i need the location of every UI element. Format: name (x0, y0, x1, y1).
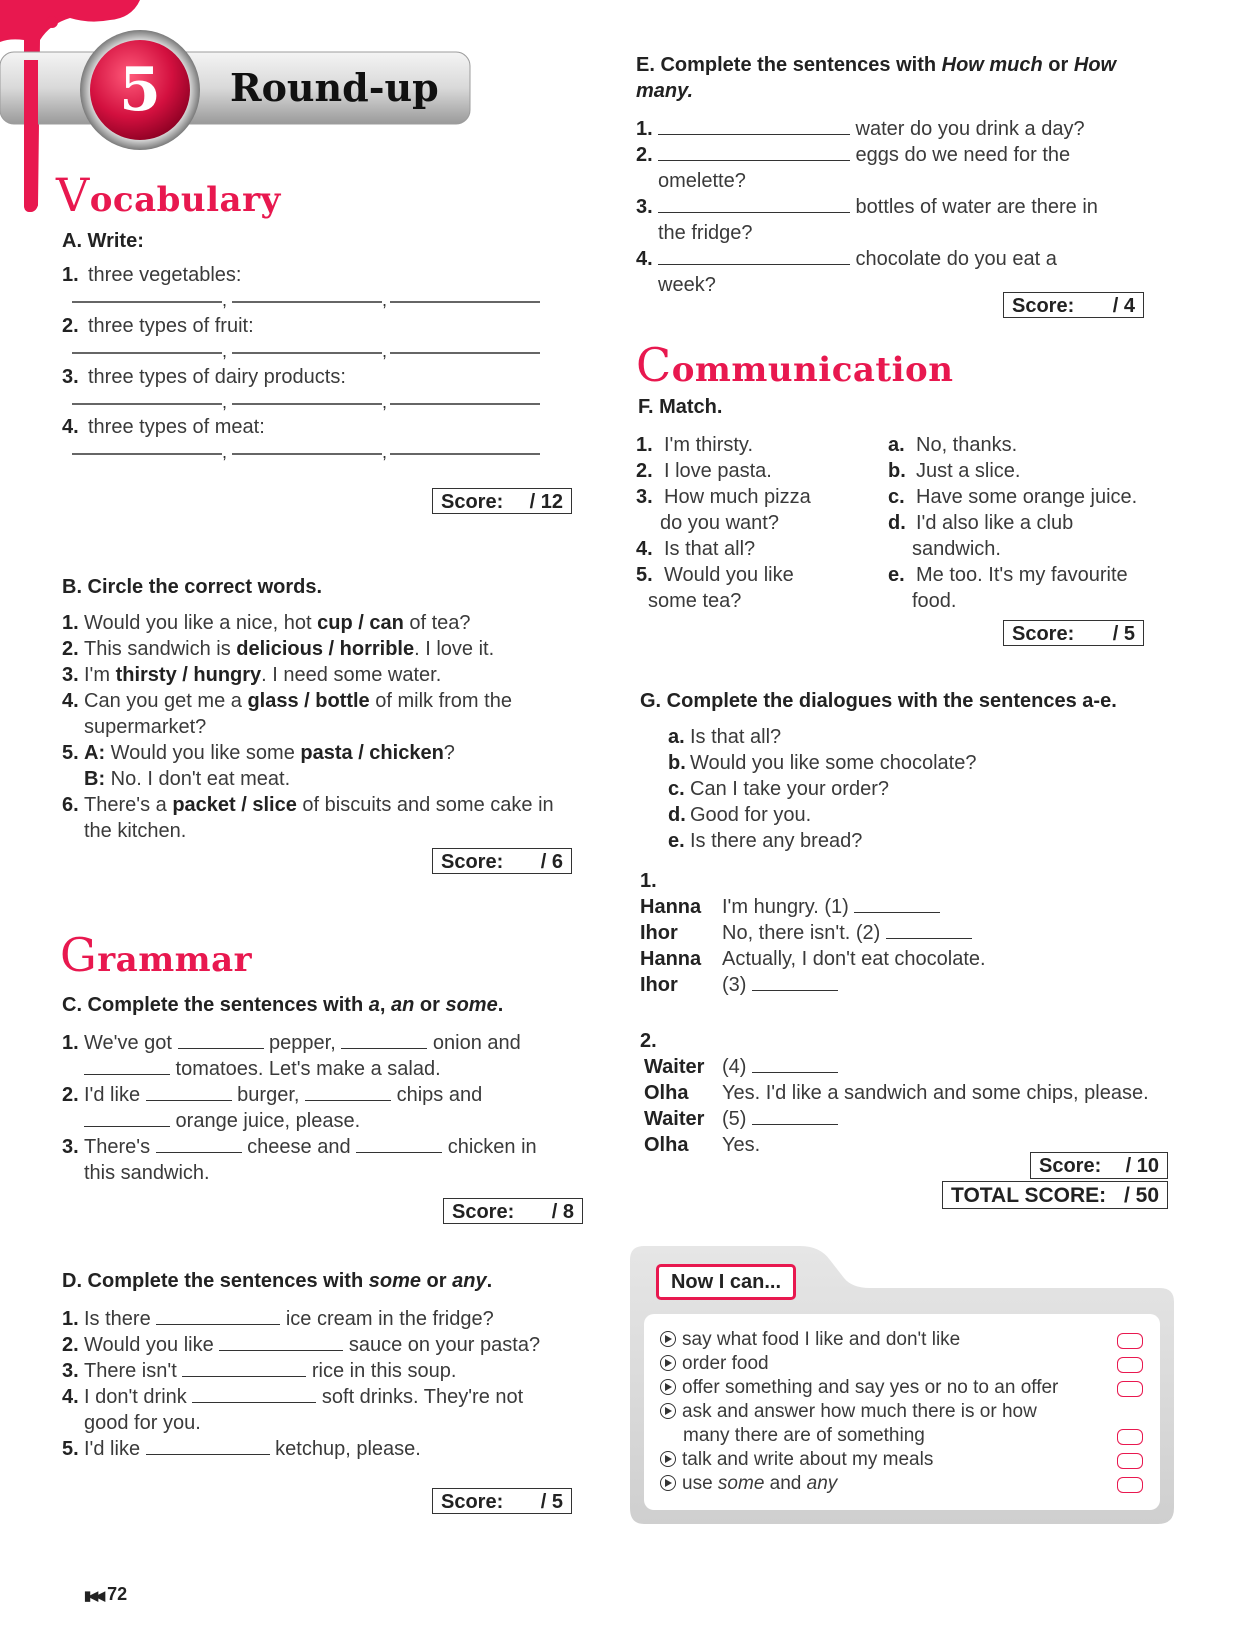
task-d-item-4[interactable]: 4. I don't drink soft drinks. They're not (62, 1386, 524, 1408)
vocabulary-heading: Vocabulary (56, 168, 281, 222)
communication-heading: Communication (636, 338, 954, 392)
can-item-1: say what food I like and don't like (660, 1328, 960, 1352)
task-c-item-2[interactable]: 2. I'd like burger, chips and (62, 1084, 483, 1106)
match-right-column: a. No, thanks. b. Just a slice. c. Have some orange juice. d. I'd also like a club sandwich. e. Me too. It's my favourite food. (888, 434, 1138, 612)
task-c-item-3[interactable]: 3. There's cheese and chicken in (62, 1136, 537, 1158)
score-box-e: Score: / 4 (1003, 292, 1144, 318)
svg-text:,: , (222, 341, 228, 361)
page-title: Round-up (230, 65, 439, 110)
can-checkbox-1[interactable] (1117, 1333, 1143, 1349)
task-b-item-5-reply: B: No. I don't eat meat. (84, 768, 291, 790)
can-item-6: use some and any (660, 1472, 837, 1496)
task-e-item-2[interactable]: 2. eggs do we need for the (636, 144, 1071, 166)
task-e-item-4-cont: week? (658, 274, 716, 296)
can-checkbox-3[interactable] (1117, 1381, 1143, 1397)
score-box-b: Score: / 6 (432, 848, 572, 874)
task-b-title: B. Circle the correct words. (62, 576, 323, 598)
task-e-item-3-cont: the fridge? (658, 222, 753, 244)
svg-text:,: , (222, 442, 228, 462)
vocab-answer-lines[interactable] (60, 290, 560, 470)
svg-text:,: , (382, 442, 388, 462)
can-checkbox-6[interactable] (1117, 1477, 1143, 1493)
task-d-item-2[interactable]: 2. Would you like sauce on your pasta? (62, 1334, 541, 1356)
task-b-item-4[interactable]: 4. Can you get me a glass / bottle of milk from the (62, 690, 512, 712)
task-e-title-cont: many. (636, 80, 694, 102)
can-item-4-cont: many there are of something (683, 1425, 925, 1446)
svg-text:,: , (382, 290, 388, 310)
vocab-item-4: 4. three types of meat: (62, 416, 265, 438)
task-b-item-6-cont: the kitchen. (84, 820, 187, 842)
page-number: ▮◀◀ 72 (84, 1584, 128, 1604)
dialogue-2-number: 2. (640, 1030, 657, 1052)
task-e-item-1[interactable]: 1. water do you drink a day? (636, 118, 1085, 140)
play-bullet-icon (660, 1355, 676, 1371)
task-e-title: E. Complete the sentences with How much or How (636, 54, 1117, 76)
task-c-item-1-cont[interactable]: tomatoes. Let's make a salad. (84, 1056, 441, 1082)
task-d-item-4-cont: good for you. (84, 1412, 201, 1434)
task-g-title: G. Complete the dialogues with the sentences a-e. (640, 690, 1117, 712)
svg-text:,: , (222, 290, 228, 310)
task-b-item-6[interactable]: 6. There's a packet / slice of biscuits and some cake in (62, 794, 554, 816)
can-item-2: order food (660, 1352, 769, 1376)
svg-text:,: , (222, 392, 228, 412)
dialogue-1-number: 1. (640, 870, 657, 892)
play-bullet-icon (660, 1403, 676, 1419)
now-i-can-title: Now I can... (656, 1264, 796, 1300)
play-bullet-icon (660, 1451, 676, 1467)
task-b-item-4-cont: supermarket? (84, 716, 207, 738)
task-g-options: a. Is that all? b. Would you like some chocolate? c. Can I take your order? d. Good for you. e. Is there any bread? (668, 726, 977, 852)
task-b-item-3[interactable]: 3. I'm thirsty / hungry. I need some water. (62, 664, 442, 686)
vocab-item-1: 1. three vegetables: (62, 264, 242, 286)
can-item-5: talk and write about my meals (660, 1448, 933, 1472)
can-checkbox-2[interactable] (1117, 1357, 1143, 1373)
task-d-item-5[interactable]: 5. I'd like ketchup, please. (62, 1438, 421, 1460)
play-bullet-icon (660, 1379, 676, 1395)
task-d-item-1[interactable]: 1. Is there ice cream in the fridge? (62, 1308, 494, 1330)
task-b-item-2[interactable]: 2. This sandwich is delicious / horrible. I love it. (62, 638, 495, 660)
svg-text:,: , (382, 392, 388, 412)
svg-text:,: , (382, 341, 388, 361)
can-item-4: ask and answer how much there is or how (660, 1400, 1037, 1424)
score-box-d: Score: / 5 (432, 1488, 572, 1514)
total-score-box: TOTAL SCORE: / 50 (942, 1181, 1168, 1209)
task-b-item-5[interactable]: 5. A: Would you like some pasta / chicken? (62, 742, 455, 764)
task-e-item-3[interactable]: 3. bottles of water are there in (636, 196, 1098, 218)
grammar-heading: Grammar (60, 928, 253, 982)
rewind-icon: ▮◀◀ (84, 1588, 103, 1603)
score-box-a: Score: / 12 (432, 488, 572, 514)
task-e-item-4[interactable]: 4. chocolate do you eat a (636, 248, 1057, 270)
task-c-item-2-cont[interactable]: orange juice, please. (84, 1108, 360, 1134)
vocab-item-2: 2. three types of fruit: (62, 315, 254, 337)
unit-number: 5 (119, 55, 161, 125)
task-b-item-1[interactable]: 1. Would you like a nice, hot cup / can of tea? (62, 612, 471, 634)
task-c-item-1[interactable]: 1. We've got pepper, onion and (62, 1032, 521, 1054)
play-bullet-icon (660, 1331, 676, 1347)
dialogue-1[interactable]: Hanna I'm hungry. (1) Ihor No, there isn't. (2) Hanna Actually, I don't eat chocolate. Ihor (3) (640, 896, 986, 996)
can-checkbox-4[interactable] (1117, 1429, 1143, 1445)
can-item-3: offer something and say yes or no to an offer (660, 1376, 1058, 1400)
task-d-title: D. Complete the sentences with some or any. (62, 1270, 493, 1292)
dialogue-2[interactable]: Waiter (4) Olha Yes. I'd like a sandwich and some chips, please. Waiter (5) Olha Yes. (644, 1056, 1149, 1156)
match-left-column: 1. I'm thirsty. 2. I love pasta. 3. How much pizza do you want? 4. Is that all? 5. Would you like some tea? (636, 434, 811, 612)
can-checkbox-5[interactable] (1117, 1453, 1143, 1469)
task-f-title: F. Match. (638, 396, 723, 418)
task-c-title: C. Complete the sentences with a, an or some. (62, 994, 504, 1016)
score-box-f: Score: / 5 (1003, 620, 1144, 646)
vocab-item-3: 3. three types of dairy products: (62, 366, 346, 388)
score-box-g: Score: / 10 (1030, 1152, 1168, 1179)
play-bullet-icon (660, 1475, 676, 1491)
task-c-item-3-cont: this sandwich. (84, 1162, 210, 1184)
task-a-title: A. Write: (62, 230, 144, 252)
task-e-item-2-cont: omelette? (658, 170, 746, 192)
score-box-c: Score: / 8 (443, 1198, 583, 1224)
task-d-item-3[interactable]: 3. There isn't rice in this soup. (62, 1360, 457, 1382)
